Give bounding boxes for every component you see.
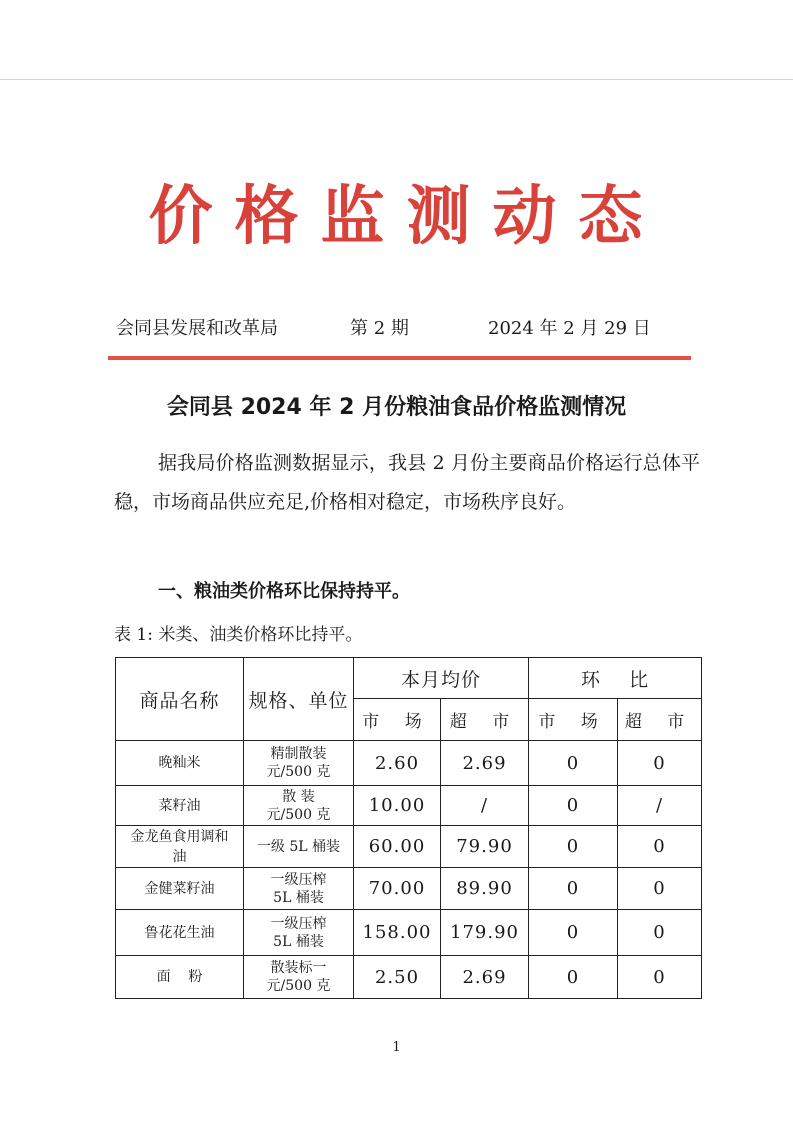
avg-market-value: 2.60	[354, 741, 441, 786]
product-spec	[244, 956, 354, 999]
top-divider-line	[0, 79, 793, 80]
avg-supermarket-value: 89.90	[441, 868, 529, 910]
mom-supermarket-value: 0	[618, 956, 702, 999]
spec-line: 5L 桶装	[273, 933, 324, 950]
table-row	[116, 956, 702, 999]
header-mom-market: 市 场	[529, 699, 618, 741]
product-spec	[244, 786, 354, 826]
product-spec	[244, 910, 354, 956]
header-avg-market: 市 场	[354, 699, 441, 741]
product-name: 金健菜籽油	[116, 868, 244, 910]
product-name: 金龙鱼食用调和油	[116, 826, 244, 868]
table-row	[116, 910, 702, 956]
header-avg-supermarket: 超 市	[441, 699, 529, 741]
spec-line: 一级 5L 桶装	[256, 838, 341, 855]
mom-supermarket-value: /	[618, 786, 702, 826]
avg-market-value: 2.50	[354, 956, 441, 999]
masthead-red-rule	[108, 356, 691, 360]
avg-market-value: 60.00	[354, 826, 441, 868]
avg-supermarket-value: 179.90	[441, 910, 529, 956]
avg-supermarket-value: /	[441, 786, 529, 826]
avg-supermarket-value: 79.90	[441, 826, 529, 868]
mom-supermarket-value: 0	[618, 868, 702, 910]
avg-market-value: 10.00	[354, 786, 441, 826]
product-name: 面 粉	[116, 956, 244, 999]
product-name: 晚籼米	[116, 741, 244, 786]
table-row	[116, 826, 702, 868]
header-product-name: 商品名称	[116, 658, 244, 741]
mom-market-value: 0	[529, 910, 618, 956]
issuing-organization: 会同县发展和改革局	[116, 318, 278, 339]
product-spec	[244, 826, 354, 868]
masthead-title: 价格监测动态	[148, 179, 665, 254]
spec-line: 精制散装	[270, 746, 327, 762]
avg-market-value: 158.00	[354, 910, 441, 956]
spec-line: 散 装	[282, 788, 315, 805]
section-heading: 一、粮油类价格环比保持持平。	[158, 581, 410, 602]
header-mom-supermarket: 超 市	[618, 699, 702, 741]
spec-line: 元/500 克	[266, 764, 331, 780]
issue-number: 第 2 期	[350, 318, 409, 339]
mom-supermarket-value: 0	[618, 826, 702, 868]
product-spec	[244, 741, 354, 786]
product-name: 鲁花花生油	[116, 910, 244, 956]
body-paragraph: 据我局价格监测数据显示，我县 2 月份主要商品价格运行总体平稳，市场商品供应充足,价格相对稳定，市场秩序良好。	[114, 452, 700, 513]
table-caption: 表 1: 米类、油类价格环比持平。	[114, 625, 363, 645]
issue-date: 2024 年 2 月 29 日	[488, 318, 651, 339]
mom-supermarket-value: 0	[618, 910, 702, 956]
header-spec-unit: 规格、单位	[244, 658, 354, 741]
mom-market-value: 0	[529, 741, 618, 786]
spec-line: 5L 桶装	[273, 889, 324, 906]
table-row	[116, 786, 702, 826]
spec-line: 一级压榨	[270, 871, 327, 888]
mom-market-value: 0	[529, 826, 618, 868]
page-number: 1	[392, 1040, 401, 1055]
document-title: 会同县 2024 年 2 月份粮油食品价格监测情况	[166, 395, 627, 420]
header-avg-price: 本月均价	[354, 658, 529, 699]
mom-market-value: 0	[529, 786, 618, 826]
avg-supermarket-value: 2.69	[441, 956, 529, 999]
spec-line: 一级压榨	[270, 915, 327, 932]
price-table	[115, 657, 702, 999]
mom-market-value: 0	[529, 868, 618, 910]
spec-line: 元/500 克	[266, 806, 331, 823]
masthead-meta	[116, 314, 676, 344]
table-row	[116, 741, 702, 786]
header-month-on-month: 环 比	[529, 658, 702, 699]
spec-line: 散装标一	[270, 960, 327, 976]
mom-market-value: 0	[529, 956, 618, 999]
spec-line: 元/500 克	[266, 978, 331, 994]
mom-supermarket-value: 0	[618, 741, 702, 786]
avg-market-value: 70.00	[354, 868, 441, 910]
product-spec	[244, 868, 354, 910]
table-row	[116, 868, 702, 910]
product-name: 菜籽油	[116, 786, 244, 826]
avg-supermarket-value: 2.69	[441, 741, 529, 786]
